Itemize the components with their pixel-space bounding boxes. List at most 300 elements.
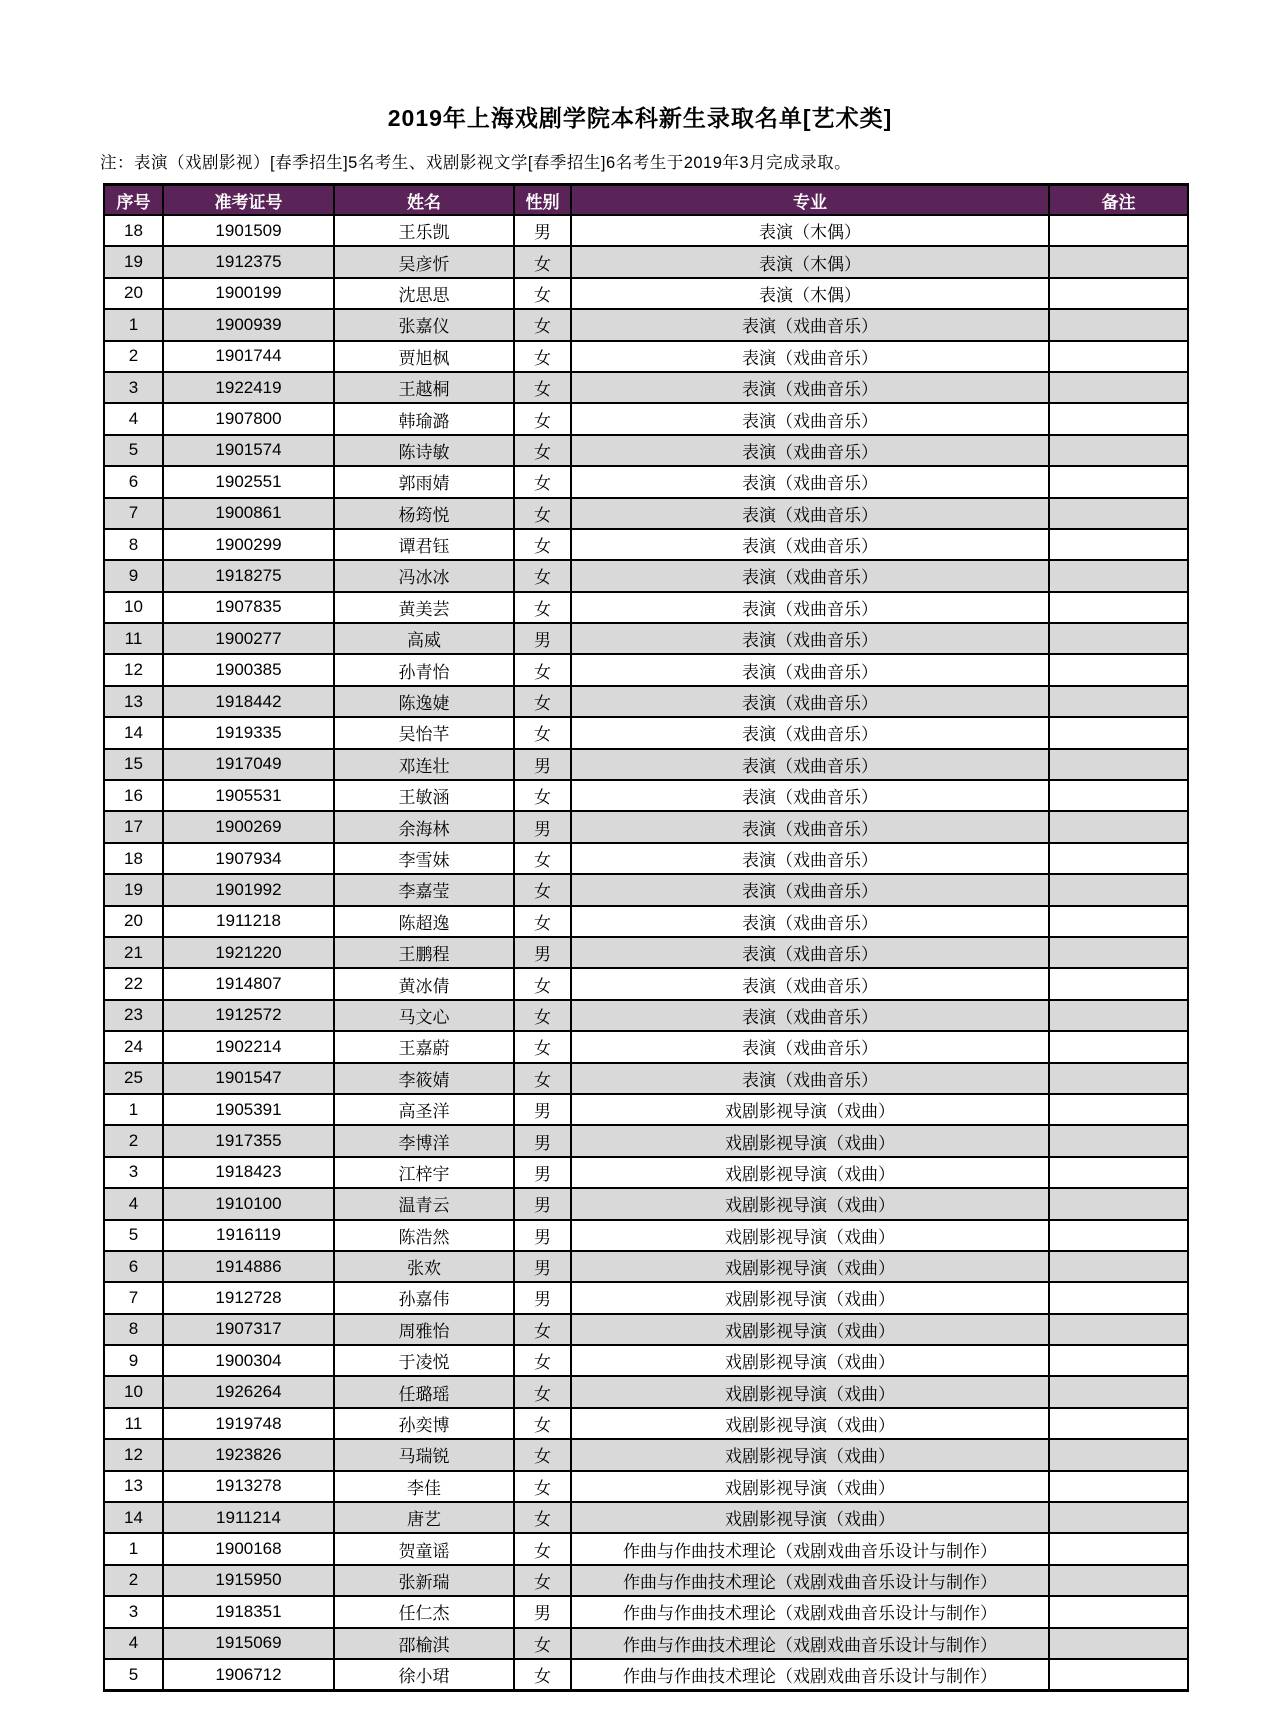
table-row xyxy=(104,1471,1188,1502)
seq-cell: 20 xyxy=(104,906,163,937)
major-cell: 戏剧影视导演（戏曲） xyxy=(571,1471,1049,1502)
table-row xyxy=(104,435,1188,466)
table-row xyxy=(104,1251,1188,1282)
major-cell: 戏剧影视导演（戏曲） xyxy=(571,1439,1049,1470)
table-row xyxy=(104,874,1188,905)
gender-cell: 女 xyxy=(514,592,571,623)
column-header-5: 备注 xyxy=(1049,185,1188,216)
major-cell: 作曲与作曲技术理论（戏剧戏曲音乐设计与制作） xyxy=(571,1596,1049,1627)
table-row xyxy=(104,592,1188,623)
gender-cell: 男 xyxy=(514,749,571,780)
major-cell: 表演（戏曲音乐） xyxy=(571,592,1049,623)
seq-cell: 5 xyxy=(104,1659,163,1691)
name-cell: 吴怡芊 xyxy=(334,717,514,748)
major-cell: 表演（戏曲音乐） xyxy=(571,780,1049,811)
remark-cell xyxy=(1049,1565,1188,1596)
table-row xyxy=(104,498,1188,529)
major-cell: 表演（戏曲音乐） xyxy=(571,341,1049,372)
gender-cell: 女 xyxy=(514,1000,571,1031)
name-cell: 贺童谣 xyxy=(334,1533,514,1564)
remark-cell xyxy=(1049,968,1188,999)
remark-cell xyxy=(1049,498,1188,529)
name-cell: 黄冰倩 xyxy=(334,968,514,999)
seq-cell: 23 xyxy=(104,1000,163,1031)
remark-cell xyxy=(1049,717,1188,748)
ticket-cell: 1915950 xyxy=(163,1565,334,1596)
remark-cell xyxy=(1049,1376,1188,1407)
table-row xyxy=(104,906,1188,937)
seq-cell: 8 xyxy=(104,529,163,560)
seq-cell: 10 xyxy=(104,592,163,623)
remark-cell xyxy=(1049,1188,1188,1219)
gender-cell: 男 xyxy=(514,1251,571,1282)
name-cell: 杨筠悦 xyxy=(334,498,514,529)
ticket-cell: 1918423 xyxy=(163,1157,334,1188)
major-cell: 戏剧影视导演（戏曲） xyxy=(571,1251,1049,1282)
name-cell: 江梓宇 xyxy=(334,1157,514,1188)
gender-cell: 女 xyxy=(514,654,571,685)
major-cell: 作曲与作曲技术理论（戏剧戏曲音乐设计与制作） xyxy=(571,1533,1049,1564)
remark-cell xyxy=(1049,592,1188,623)
ticket-cell: 1901992 xyxy=(163,874,334,905)
name-cell: 陈诗敏 xyxy=(334,435,514,466)
name-cell: 于凌悦 xyxy=(334,1345,514,1376)
name-cell: 韩瑜潞 xyxy=(334,403,514,434)
major-cell: 表演（戏曲音乐） xyxy=(571,686,1049,717)
major-cell: 戏剧影视导演（戏曲） xyxy=(571,1125,1049,1156)
ticket-cell: 1900277 xyxy=(163,623,334,654)
column-header-2: 姓名 xyxy=(334,185,514,216)
table-row xyxy=(104,1533,1188,1564)
table-row xyxy=(104,1000,1188,1031)
table-header-row xyxy=(104,185,1188,216)
table-row xyxy=(104,717,1188,748)
gender-cell: 男 xyxy=(514,1188,571,1219)
ticket-cell: 1922419 xyxy=(163,372,334,403)
seq-cell: 8 xyxy=(104,1314,163,1345)
remark-cell xyxy=(1049,1157,1188,1188)
name-cell: 张欢 xyxy=(334,1251,514,1282)
table-row xyxy=(104,937,1188,968)
name-cell: 张嘉仪 xyxy=(334,309,514,340)
name-cell: 邓连壮 xyxy=(334,749,514,780)
seq-cell: 11 xyxy=(104,1408,163,1439)
seq-cell: 7 xyxy=(104,1282,163,1313)
seq-cell: 1 xyxy=(104,309,163,340)
major-cell: 表演（木偶） xyxy=(571,246,1049,277)
major-cell: 作曲与作曲技术理论（戏剧戏曲音乐设计与制作） xyxy=(571,1628,1049,1659)
table-row xyxy=(104,1376,1188,1407)
gender-cell: 女 xyxy=(514,1659,571,1691)
name-cell: 吴彦忻 xyxy=(334,246,514,277)
name-cell: 李嘉莹 xyxy=(334,874,514,905)
table-row xyxy=(104,466,1188,497)
gender-cell: 女 xyxy=(514,435,571,466)
name-cell: 王乐凯 xyxy=(334,215,514,246)
major-cell: 表演（戏曲音乐） xyxy=(571,1000,1049,1031)
gender-cell: 女 xyxy=(514,1471,571,1502)
table-row xyxy=(104,1565,1188,1596)
major-cell: 戏剧影视导演（戏曲） xyxy=(571,1220,1049,1251)
name-cell: 邵榆淇 xyxy=(334,1628,514,1659)
ticket-cell: 1900168 xyxy=(163,1533,334,1564)
table-row xyxy=(104,1345,1188,1376)
ticket-cell: 1900861 xyxy=(163,498,334,529)
gender-cell: 女 xyxy=(514,1628,571,1659)
name-cell: 余海林 xyxy=(334,811,514,842)
ticket-cell: 1918275 xyxy=(163,560,334,591)
ticket-cell: 1910100 xyxy=(163,1188,334,1219)
seq-cell: 4 xyxy=(104,1188,163,1219)
seq-cell: 18 xyxy=(104,843,163,874)
ticket-cell: 1907934 xyxy=(163,843,334,874)
seq-cell: 2 xyxy=(104,1125,163,1156)
remark-cell xyxy=(1049,811,1188,842)
name-cell: 陈逸婕 xyxy=(334,686,514,717)
remark-cell xyxy=(1049,246,1188,277)
major-cell: 表演（戏曲音乐） xyxy=(571,654,1049,685)
name-cell: 王嘉蔚 xyxy=(334,1031,514,1062)
ticket-cell: 1917355 xyxy=(163,1125,334,1156)
gender-cell: 男 xyxy=(514,811,571,842)
seq-cell: 5 xyxy=(104,1220,163,1251)
seq-cell: 3 xyxy=(104,1157,163,1188)
remark-cell xyxy=(1049,780,1188,811)
table-row xyxy=(104,811,1188,842)
gender-cell: 女 xyxy=(514,560,571,591)
seq-cell: 4 xyxy=(104,1628,163,1659)
ticket-cell: 1912728 xyxy=(163,1282,334,1313)
major-cell: 戏剧影视导演（戏曲） xyxy=(571,1408,1049,1439)
name-cell: 温青云 xyxy=(334,1188,514,1219)
major-cell: 表演（戏曲音乐） xyxy=(571,1031,1049,1062)
major-cell: 表演（戏曲音乐） xyxy=(571,529,1049,560)
ticket-cell: 1901509 xyxy=(163,215,334,246)
name-cell: 李雪妹 xyxy=(334,843,514,874)
name-cell: 孙奕博 xyxy=(334,1408,514,1439)
ticket-cell: 1919335 xyxy=(163,717,334,748)
table-row xyxy=(104,372,1188,403)
gender-cell: 男 xyxy=(514,1125,571,1156)
remark-cell xyxy=(1049,1031,1188,1062)
major-cell: 表演（戏曲音乐） xyxy=(571,811,1049,842)
remark-cell xyxy=(1049,466,1188,497)
ticket-cell: 1912375 xyxy=(163,246,334,277)
seq-cell: 18 xyxy=(104,215,163,246)
table-row xyxy=(104,215,1188,246)
ticket-cell: 1915069 xyxy=(163,1628,334,1659)
gender-cell: 男 xyxy=(514,1220,571,1251)
ticket-cell: 1900199 xyxy=(163,278,334,309)
name-cell: 马文心 xyxy=(334,1000,514,1031)
gender-cell: 女 xyxy=(514,874,571,905)
seq-cell: 21 xyxy=(104,937,163,968)
major-cell: 戏剧影视导演（戏曲） xyxy=(571,1314,1049,1345)
seq-cell: 14 xyxy=(104,717,163,748)
major-cell: 戏剧影视导演（戏曲） xyxy=(571,1188,1049,1219)
seq-cell: 5 xyxy=(104,435,163,466)
gender-cell: 男 xyxy=(514,215,571,246)
seq-cell: 13 xyxy=(104,1471,163,1502)
name-cell: 高圣洋 xyxy=(334,1094,514,1125)
seq-cell: 7 xyxy=(104,498,163,529)
gender-cell: 女 xyxy=(514,1376,571,1407)
seq-cell: 9 xyxy=(104,560,163,591)
major-cell: 表演（戏曲音乐） xyxy=(571,968,1049,999)
gender-cell: 女 xyxy=(514,968,571,999)
remark-cell xyxy=(1049,749,1188,780)
seq-cell: 9 xyxy=(104,1345,163,1376)
gender-cell: 女 xyxy=(514,1439,571,1470)
remark-cell xyxy=(1049,1282,1188,1313)
gender-cell: 男 xyxy=(514,623,571,654)
remark-cell xyxy=(1049,529,1188,560)
name-cell: 任璐瑶 xyxy=(334,1376,514,1407)
remark-cell xyxy=(1049,654,1188,685)
ticket-cell: 1907835 xyxy=(163,592,334,623)
remark-cell xyxy=(1049,686,1188,717)
seq-cell: 22 xyxy=(104,968,163,999)
remark-cell xyxy=(1049,215,1188,246)
gender-cell: 男 xyxy=(514,1157,571,1188)
gender-cell: 女 xyxy=(514,1314,571,1345)
gender-cell: 女 xyxy=(514,529,571,560)
seq-cell: 13 xyxy=(104,686,163,717)
remark-cell xyxy=(1049,843,1188,874)
remark-cell xyxy=(1049,403,1188,434)
ticket-cell: 1918442 xyxy=(163,686,334,717)
major-cell: 戏剧影视导演（戏曲） xyxy=(571,1157,1049,1188)
name-cell: 王越桐 xyxy=(334,372,514,403)
gender-cell: 女 xyxy=(514,498,571,529)
remark-cell xyxy=(1049,1345,1188,1376)
seq-cell: 6 xyxy=(104,1251,163,1282)
ticket-cell: 1918351 xyxy=(163,1596,334,1627)
seq-cell: 1 xyxy=(104,1094,163,1125)
name-cell: 马瑞锐 xyxy=(334,1439,514,1470)
remark-cell xyxy=(1049,1063,1188,1094)
major-cell: 表演（木偶） xyxy=(571,215,1049,246)
column-header-3: 性别 xyxy=(514,185,571,216)
major-cell: 戏剧影视导演（戏曲） xyxy=(571,1502,1049,1533)
table-row xyxy=(104,246,1188,277)
seq-cell: 19 xyxy=(104,246,163,277)
remark-cell xyxy=(1049,874,1188,905)
ticket-cell: 1900304 xyxy=(163,1345,334,1376)
table-row xyxy=(104,780,1188,811)
gender-cell: 女 xyxy=(514,403,571,434)
ticket-cell: 1921220 xyxy=(163,937,334,968)
gender-cell: 女 xyxy=(514,1408,571,1439)
remark-cell xyxy=(1049,1094,1188,1125)
remark-cell xyxy=(1049,623,1188,654)
seq-cell: 3 xyxy=(104,372,163,403)
remark-cell xyxy=(1049,435,1188,466)
ticket-cell: 1900385 xyxy=(163,654,334,685)
ticket-cell: 1905531 xyxy=(163,780,334,811)
remark-cell xyxy=(1049,906,1188,937)
table-row xyxy=(104,1031,1188,1062)
ticket-cell: 1907317 xyxy=(163,1314,334,1345)
table-row xyxy=(104,1094,1188,1125)
name-cell: 李筱婧 xyxy=(334,1063,514,1094)
remark-cell xyxy=(1049,1220,1188,1251)
gender-cell: 女 xyxy=(514,843,571,874)
gender-cell: 女 xyxy=(514,1533,571,1564)
gender-cell: 男 xyxy=(514,937,571,968)
ticket-cell: 1919748 xyxy=(163,1408,334,1439)
remark-cell xyxy=(1049,1408,1188,1439)
table-row xyxy=(104,1220,1188,1251)
gender-cell: 女 xyxy=(514,278,571,309)
page-title: 2019年上海戏剧学院本科新生录取名单[艺术类] xyxy=(387,105,893,131)
major-cell: 戏剧影视导演（戏曲） xyxy=(571,1376,1049,1407)
seq-cell: 12 xyxy=(104,1439,163,1470)
table-row xyxy=(104,1408,1188,1439)
table-row xyxy=(104,686,1188,717)
remark-cell xyxy=(1049,1125,1188,1156)
name-cell: 李佳 xyxy=(334,1471,514,1502)
remark-cell xyxy=(1049,1471,1188,1502)
column-header-4: 专业 xyxy=(571,185,1049,216)
ticket-cell: 1923826 xyxy=(163,1439,334,1470)
ticket-cell: 1926264 xyxy=(163,1376,334,1407)
ticket-cell: 1913278 xyxy=(163,1471,334,1502)
table-row xyxy=(104,1439,1188,1470)
table-row xyxy=(104,843,1188,874)
remark-cell xyxy=(1049,1533,1188,1564)
remark-cell xyxy=(1049,372,1188,403)
gender-cell: 男 xyxy=(514,1094,571,1125)
seq-cell: 2 xyxy=(104,341,163,372)
gender-cell: 女 xyxy=(514,686,571,717)
gender-cell: 女 xyxy=(514,466,571,497)
name-cell: 陈浩然 xyxy=(334,1220,514,1251)
ticket-cell: 1916119 xyxy=(163,1220,334,1251)
major-cell: 表演（戏曲音乐） xyxy=(571,717,1049,748)
major-cell: 表演（戏曲音乐） xyxy=(571,309,1049,340)
ticket-cell: 1900299 xyxy=(163,529,334,560)
seq-cell: 24 xyxy=(104,1031,163,1062)
gender-cell: 女 xyxy=(514,780,571,811)
ticket-cell: 1914807 xyxy=(163,968,334,999)
table-row xyxy=(104,623,1188,654)
seq-cell: 12 xyxy=(104,654,163,685)
name-cell: 任仁杰 xyxy=(334,1596,514,1627)
column-header-1: 准考证号 xyxy=(163,185,334,216)
remark-cell xyxy=(1049,309,1188,340)
major-cell: 作曲与作曲技术理论（戏剧戏曲音乐设计与制作） xyxy=(571,1659,1049,1691)
seq-cell: 17 xyxy=(104,811,163,842)
ticket-cell: 1914886 xyxy=(163,1251,334,1282)
remark-cell xyxy=(1049,937,1188,968)
remark-cell xyxy=(1049,1439,1188,1470)
gender-cell: 女 xyxy=(514,1063,571,1094)
ticket-cell: 1917049 xyxy=(163,749,334,780)
name-cell: 孙青怡 xyxy=(334,654,514,685)
major-cell: 表演（戏曲音乐） xyxy=(571,906,1049,937)
name-cell: 冯冰冰 xyxy=(334,560,514,591)
seq-cell: 14 xyxy=(104,1502,163,1533)
gender-cell: 女 xyxy=(514,906,571,937)
name-cell: 徐小珺 xyxy=(334,1659,514,1691)
table-row xyxy=(104,529,1188,560)
name-cell: 张新瑞 xyxy=(334,1565,514,1596)
major-cell: 戏剧影视导演（戏曲） xyxy=(571,1094,1049,1125)
name-cell: 贾旭枫 xyxy=(334,341,514,372)
ticket-cell: 1902214 xyxy=(163,1031,334,1062)
ticket-cell: 1901547 xyxy=(163,1063,334,1094)
seq-cell: 2 xyxy=(104,1565,163,1596)
name-cell: 陈超逸 xyxy=(334,906,514,937)
table-row xyxy=(104,1502,1188,1533)
major-cell: 表演（戏曲音乐） xyxy=(571,435,1049,466)
table-row xyxy=(104,968,1188,999)
remark-cell xyxy=(1049,1596,1188,1627)
table-row xyxy=(104,1596,1188,1627)
name-cell: 周雅怡 xyxy=(334,1314,514,1345)
ticket-cell: 1900269 xyxy=(163,811,334,842)
major-cell: 作曲与作曲技术理论（戏剧戏曲音乐设计与制作） xyxy=(571,1565,1049,1596)
gender-cell: 女 xyxy=(514,1502,571,1533)
major-cell: 表演（戏曲音乐） xyxy=(571,560,1049,591)
seq-cell: 11 xyxy=(104,623,163,654)
remark-cell xyxy=(1049,278,1188,309)
table-row xyxy=(104,1188,1188,1219)
table-row xyxy=(104,341,1188,372)
seq-cell: 19 xyxy=(104,874,163,905)
ticket-cell: 1905391 xyxy=(163,1094,334,1125)
table-row xyxy=(104,309,1188,340)
major-cell: 表演（戏曲音乐） xyxy=(571,623,1049,654)
name-cell: 唐艺 xyxy=(334,1502,514,1533)
admission-table xyxy=(103,183,1189,1692)
seq-cell: 10 xyxy=(104,1376,163,1407)
major-cell: 表演（戏曲音乐） xyxy=(571,498,1049,529)
table-row xyxy=(104,654,1188,685)
major-cell: 表演（戏曲音乐） xyxy=(571,937,1049,968)
remark-cell xyxy=(1049,1628,1188,1659)
ticket-cell: 1912572 xyxy=(163,1000,334,1031)
column-header-0: 序号 xyxy=(104,185,163,216)
name-cell: 郭雨婧 xyxy=(334,466,514,497)
gender-cell: 女 xyxy=(514,1345,571,1376)
seq-cell: 6 xyxy=(104,466,163,497)
ticket-cell: 1901574 xyxy=(163,435,334,466)
remark-cell xyxy=(1049,341,1188,372)
table-row xyxy=(104,278,1188,309)
table-row xyxy=(104,1157,1188,1188)
gender-cell: 女 xyxy=(514,717,571,748)
major-cell: 表演（戏曲音乐） xyxy=(571,874,1049,905)
major-cell: 表演（戏曲音乐） xyxy=(571,1063,1049,1094)
major-cell: 戏剧影视导演（戏曲） xyxy=(571,1345,1049,1376)
table-row xyxy=(104,403,1188,434)
remark-cell xyxy=(1049,1502,1188,1533)
seq-cell: 1 xyxy=(104,1533,163,1564)
table-row xyxy=(104,560,1188,591)
gender-cell: 男 xyxy=(514,1282,571,1313)
ticket-cell: 1907800 xyxy=(163,403,334,434)
major-cell: 表演（戏曲音乐） xyxy=(571,843,1049,874)
table-row xyxy=(104,1659,1188,1691)
name-cell: 沈思思 xyxy=(334,278,514,309)
gender-cell: 女 xyxy=(514,1565,571,1596)
ticket-cell: 1911214 xyxy=(163,1502,334,1533)
remark-cell xyxy=(1049,1314,1188,1345)
remark-cell xyxy=(1049,1659,1188,1691)
major-cell: 戏剧影视导演（戏曲） xyxy=(571,1282,1049,1313)
